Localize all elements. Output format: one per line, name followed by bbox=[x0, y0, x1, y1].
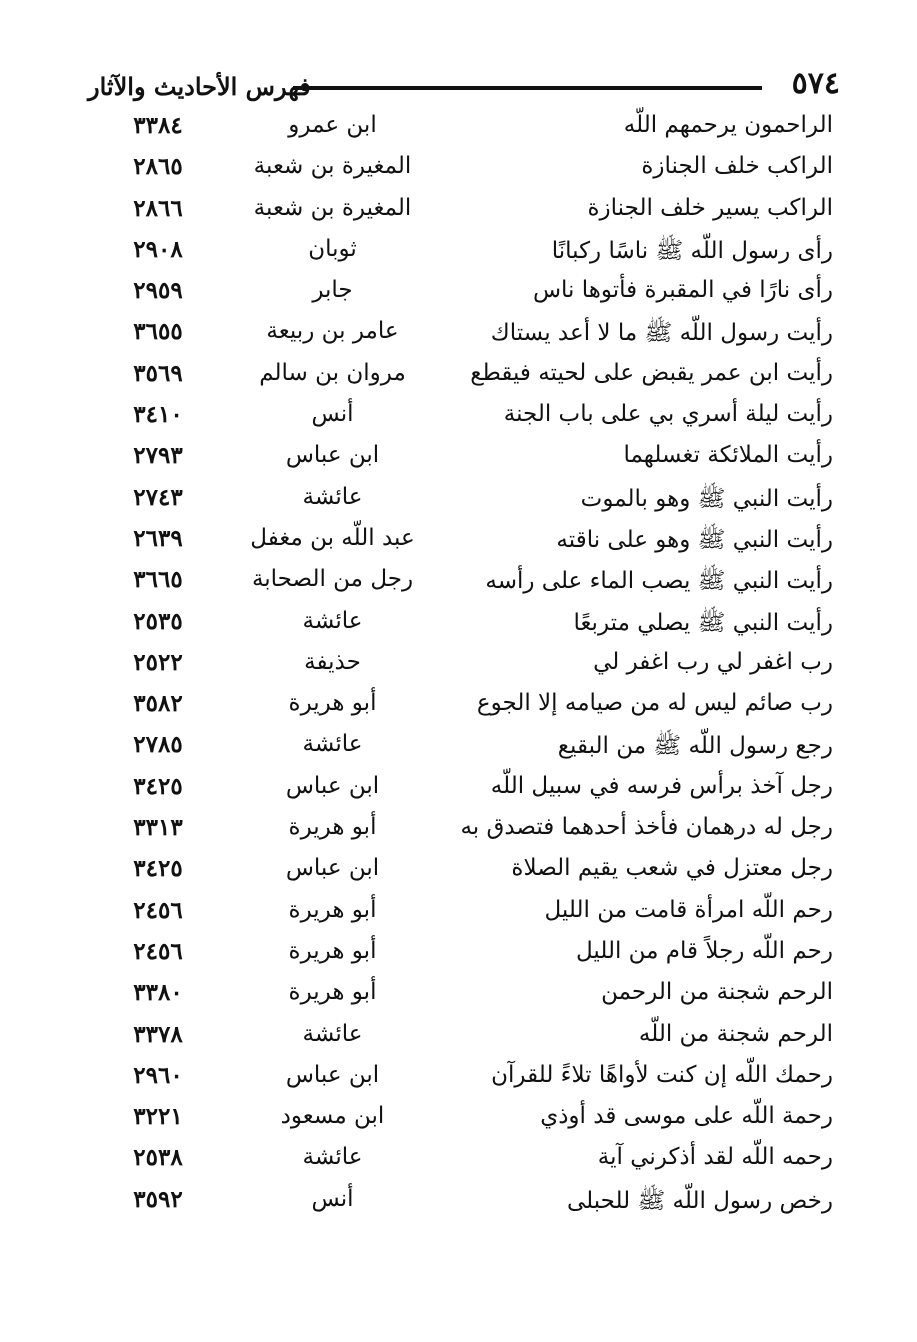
index-entry bbox=[88, 395, 833, 436]
hadith-text: رجل آخذ برأس فرسه في سبيل اللّه bbox=[490, 772, 833, 799]
hadith-number: ٢٧٩٣ bbox=[133, 442, 183, 470]
narrator-name: أبو هريرة bbox=[288, 979, 377, 1006]
narrator-name: ابن مسعود bbox=[280, 1103, 385, 1130]
hadith-number: ٢٥٢٢ bbox=[133, 648, 183, 676]
hadith-number: ٣٣٨٠ bbox=[133, 979, 183, 1007]
index-entry bbox=[88, 1180, 833, 1221]
hadith-number: ٣٦٦٥ bbox=[133, 566, 183, 594]
hadith-number: ٣٥٨٢ bbox=[133, 690, 183, 718]
hadith-text: رحم اللّه امرأة قامت من الليل bbox=[544, 896, 833, 923]
hadith-text: رأى نارًا في المقبرة فأتوها ناس bbox=[532, 277, 833, 304]
narrator-name: عائشة bbox=[302, 731, 363, 758]
narrator-name: ثوبان bbox=[308, 235, 357, 262]
hadith-text: رجل له درهمان فأخذ أحدهما فتصدق به bbox=[460, 814, 833, 841]
hadith-number: ٣٤١٠ bbox=[133, 401, 183, 429]
hadith-number: ٣٣٧٨ bbox=[133, 1020, 183, 1048]
narrator-name: عائشة bbox=[302, 1144, 363, 1171]
hadith-text: رخص رسول اللّه ﷺ للحبلى bbox=[566, 1187, 833, 1214]
hadith-text: رأيت النبي ﷺ وهو على ناقته bbox=[556, 526, 833, 553]
narrator-name: مروان بن سالم bbox=[259, 359, 406, 386]
narrator-name: ابن عمرو bbox=[288, 112, 377, 138]
index-entry bbox=[88, 354, 833, 395]
index-entry bbox=[88, 436, 833, 477]
narrator-name: رجل من الصحابة bbox=[251, 566, 414, 593]
hadith-text: رحمك اللّه إن كنت لأواهًا تلاءً للقرآن bbox=[491, 1061, 833, 1088]
hadith-text: رأيت ليلة أسري بي على باب الجنة bbox=[503, 401, 833, 428]
narrator-name: عائشة bbox=[302, 607, 363, 634]
hadith-text: رجع رسول اللّه ﷺ من البقيع bbox=[557, 733, 833, 760]
narrator-name: عامر بن ربيعة bbox=[266, 318, 399, 345]
hadith-number: ٢٨٦٥ bbox=[133, 153, 183, 181]
index-entry bbox=[88, 312, 833, 353]
hadith-text: رحمة اللّه على موسى قد أوذي bbox=[540, 1103, 833, 1130]
narrator-name: حذيفة bbox=[304, 648, 361, 675]
index-entry bbox=[88, 643, 833, 684]
narrator-name: المغيرة بن شعبة bbox=[253, 153, 412, 180]
entries-list bbox=[88, 106, 833, 1221]
hadith-number: ٣٣١٣ bbox=[133, 814, 183, 842]
hadith-text: رأى رسول اللّه ﷺ ناسًا ركبانًا bbox=[551, 237, 833, 264]
index-entry bbox=[88, 973, 833, 1014]
index-entry bbox=[88, 519, 833, 560]
hadith-text: رأيت النبي ﷺ يصب الماء على رأسه bbox=[485, 568, 833, 595]
hadith-text: رأيت ابن عمر يقبض على لحيته فيقطع bbox=[470, 359, 833, 386]
hadith-number: ٣٥٦٩ bbox=[133, 359, 183, 387]
hadith-text: رحم اللّه رجلاً قام من الليل bbox=[575, 937, 833, 964]
narrator-name: عبد اللّه بن مغفل bbox=[250, 524, 415, 551]
index-entry bbox=[88, 189, 833, 230]
hadith-number: ٢٥٣٥ bbox=[133, 607, 183, 635]
hadith-text: رب صائم ليس له من صيامه إلا الجوع bbox=[476, 690, 833, 717]
index-entry bbox=[88, 271, 833, 312]
narrator-name: ابن عباس bbox=[285, 1061, 380, 1088]
narrator-name: أبو هريرة bbox=[288, 937, 377, 964]
index-entry bbox=[88, 602, 833, 643]
index-entry bbox=[88, 560, 833, 601]
narrator-name: أنس bbox=[311, 401, 354, 428]
narrator-name: أبو هريرة bbox=[288, 690, 377, 717]
index-entry bbox=[88, 767, 833, 808]
narrator-name: المغيرة بن شعبة bbox=[253, 194, 412, 221]
hadith-text: رأيت النبي ﷺ وهو بالموت bbox=[580, 485, 833, 512]
narrator-name: ابن عباس bbox=[285, 772, 380, 799]
header-rule bbox=[293, 86, 762, 90]
index-entry bbox=[88, 1056, 833, 1097]
page-title: فهرس الأحاديث والآثار bbox=[88, 72, 311, 101]
narrator-name: ابن عباس bbox=[285, 855, 380, 882]
hadith-number: ٢٧٨٥ bbox=[133, 731, 183, 759]
hadith-text: رب اغفر لي رب اغفر لي bbox=[593, 648, 833, 675]
hadith-text: الراكب يسير خلف الجنازة bbox=[587, 194, 833, 221]
index-entry bbox=[88, 1015, 833, 1056]
index-entry bbox=[88, 147, 833, 188]
index-entry bbox=[88, 1138, 833, 1179]
hadith-text: الراكب خلف الجنازة bbox=[641, 153, 833, 180]
hadith-number: ٢٤٥٦ bbox=[133, 896, 183, 924]
hadith-text: رأيت الملائكة تغسلهما bbox=[623, 442, 833, 469]
hadith-text: الرحم شجنة من الرحمن bbox=[601, 979, 833, 1006]
hadith-text: رأيت رسول اللّه ﷺ ما لا أعد يستاك bbox=[490, 320, 833, 347]
narrator-name: أبو هريرة bbox=[288, 814, 377, 841]
hadith-text: رأيت النبي ﷺ يصلي متربعًا bbox=[573, 609, 833, 636]
narrator-name: ابن عباس bbox=[285, 442, 380, 469]
hadith-number: ٣٥٩٢ bbox=[133, 1185, 183, 1213]
hadith-number: ٣٤٢٥ bbox=[133, 772, 183, 800]
hadith-number: ٢٩٦٠ bbox=[133, 1061, 183, 1089]
hadith-number: ٢٩٠٨ bbox=[133, 235, 183, 263]
hadith-text: رجل معتزل في شعب يقيم الصلاة bbox=[511, 855, 833, 882]
narrator-name: عائشة bbox=[302, 1020, 363, 1047]
index-entry bbox=[88, 230, 833, 271]
page-number: ٥٧٤ bbox=[791, 66, 840, 101]
index-entry bbox=[88, 849, 833, 890]
index-entry bbox=[88, 725, 833, 766]
hadith-number: ٢٧٤٣ bbox=[133, 483, 183, 511]
index-entry bbox=[88, 106, 833, 147]
index-entry bbox=[88, 891, 833, 932]
index-entry bbox=[88, 1097, 833, 1138]
hadith-number: ٢٩٥٩ bbox=[133, 277, 183, 305]
index-entry bbox=[88, 684, 833, 725]
narrator-name: عائشة bbox=[302, 483, 363, 510]
index-entry bbox=[88, 932, 833, 973]
index-entry bbox=[88, 808, 833, 849]
hadith-text: الرحم شجنة من اللّه bbox=[638, 1020, 833, 1047]
hadith-number: ٢٨٦٦ bbox=[133, 194, 183, 222]
narrator-name: جابر bbox=[312, 277, 353, 304]
hadith-number: ٢٥٣٨ bbox=[133, 1144, 183, 1172]
hadith-number: ٣٦٥٥ bbox=[133, 318, 183, 346]
index-entry bbox=[88, 478, 833, 519]
hadith-number: ٣٤٢٥ bbox=[133, 855, 183, 883]
hadith-text: الراحمون يرحمهم اللّه bbox=[623, 112, 833, 138]
narrator-name: أبو هريرة bbox=[288, 896, 377, 923]
hadith-number: ٣٣٨٤ bbox=[133, 112, 183, 139]
hadith-number: ٢٦٣٩ bbox=[133, 524, 183, 552]
hadith-number: ٣٢٢١ bbox=[133, 1103, 183, 1131]
hadith-number: ٢٤٥٦ bbox=[133, 937, 183, 965]
hadith-text: رحمه اللّه لقد أذكرني آية bbox=[597, 1144, 833, 1171]
narrator-name: أنس bbox=[311, 1185, 354, 1212]
